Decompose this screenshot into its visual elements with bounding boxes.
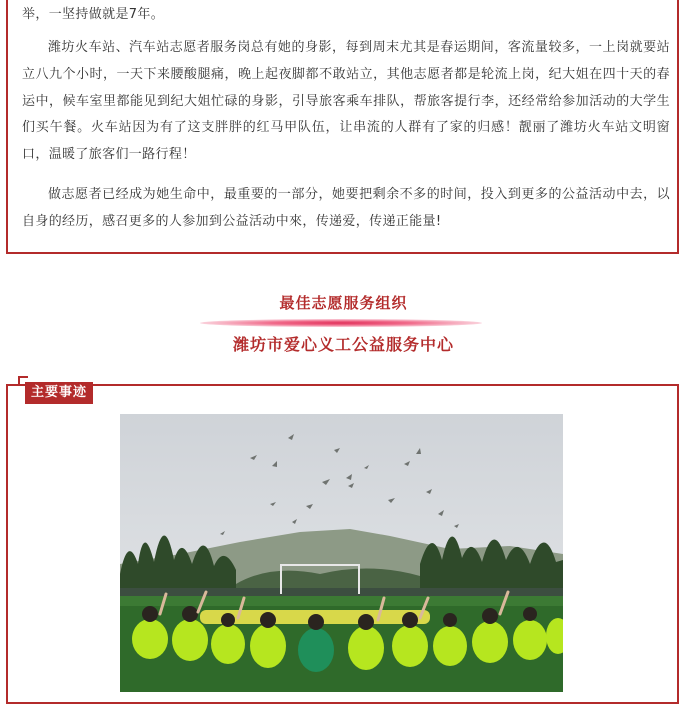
organization-name: 潍坊市爱心义工公益服务中心 (232, 335, 454, 354)
section-tag: 主要事迹 (25, 382, 93, 404)
article-paragraph-3: 做志愿者已经成为她生命中，最重要的一部分，她要把剩余不多的时间，投入到更多的公益活动中去，以自身的经历，感召更多的人参加到公益活动中來，传递爱，传递正能量! (22, 187, 670, 229)
article-paragraph-1: 举，一坚持做就是7年。 (22, 7, 165, 22)
article-paragraph-2: 潍坊火车站、汽车站志愿者服务岗总有她的身影，每到周末尤其是春运期间，客流量较多，一上岗就要站立八九个小时，一天下来腰酸腿痛，晚上起夜脚都不敢站立，其他志愿者都是轮流上岗，纪大姐在四十天的春运中，候车室里都能见到纪大姐忙碌的身影，引导旅客乘车排队，帮旅客提行李，还经常给参加活动的大学生们买午餐。火车站因为有了这支胖胖的红马甲队伍，让串流的人群有了家的归感！靓丽了潍坊火车站文明窗口，温暖了旅客们一路行程！ (22, 40, 670, 163)
volunteer-group-photo (120, 414, 563, 692)
award-title: 最佳志愿服务组织 (279, 294, 408, 312)
title-divider (200, 319, 482, 327)
